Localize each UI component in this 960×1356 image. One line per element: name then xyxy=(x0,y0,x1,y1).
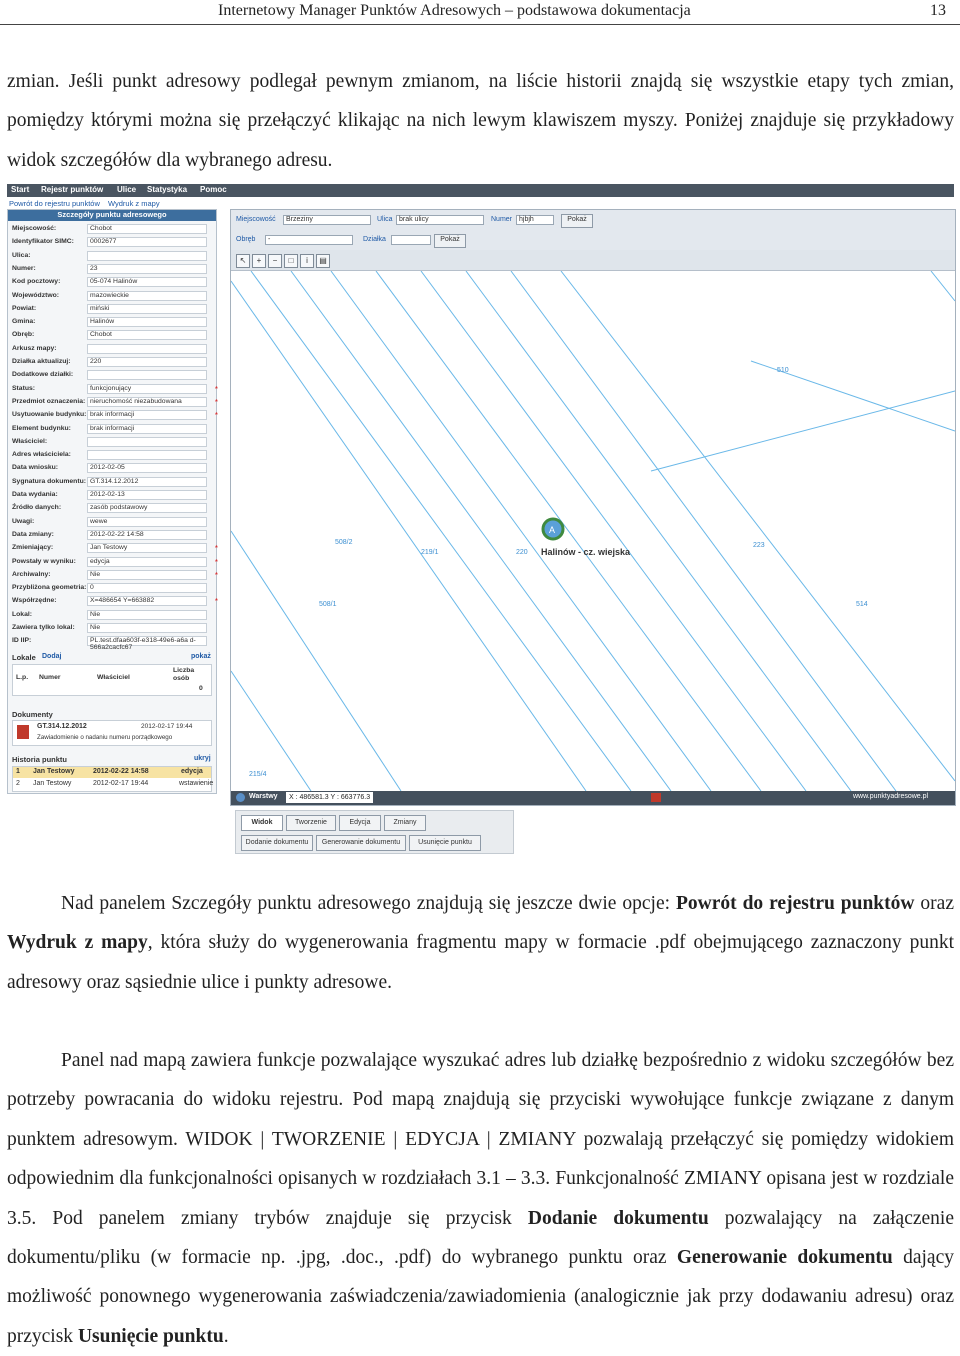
history-row-2[interactable]: 2 Jan Testowy 2012-02-17 19:44 wstawienie xyxy=(16,780,214,787)
field-label: Gmina: xyxy=(12,318,36,326)
field-row xyxy=(12,278,212,289)
breadcrumb xyxy=(9,199,160,208)
flag-icon xyxy=(651,793,661,802)
field-value[interactable]: 2012-02-22 14:58 xyxy=(87,530,207,540)
dzialka-label: Działka xyxy=(363,236,386,243)
field-label: Współrzędne: xyxy=(12,597,57,605)
nav-pomoc[interactable]: Pomoc xyxy=(200,185,227,194)
field-value[interactable]: 220 xyxy=(87,357,207,367)
field-label: Obręb: xyxy=(12,331,35,339)
required-marker: * xyxy=(214,570,218,580)
parcel-220: 220 xyxy=(516,549,528,556)
map-panel xyxy=(230,209,956,806)
col-numer: Numer xyxy=(39,674,61,681)
site-link[interactable]: www.punktyadresowe.pl xyxy=(853,793,929,800)
miejscowosc-select[interactable]: Brzeziny xyxy=(283,215,371,225)
field-row xyxy=(12,305,212,316)
print-map-link[interactable]: Wydruk z mapy xyxy=(107,199,160,208)
map-status-bar xyxy=(231,791,955,805)
field-row xyxy=(12,438,212,449)
pokaz-address-button[interactable]: Pokaż xyxy=(561,214,593,228)
field-label: Źródło danych: xyxy=(12,504,62,512)
field-value[interactable]: 2012-02-13 xyxy=(87,490,207,500)
lokale-table xyxy=(12,664,212,696)
nav-start[interactable]: Start xyxy=(11,185,30,194)
field-value[interactable]: 2012-02-05 xyxy=(87,463,207,473)
field-value[interactable]: Halinów xyxy=(87,317,207,327)
generate-document-button[interactable]: Generowanie dokumentu xyxy=(316,835,406,851)
field-row xyxy=(12,345,212,356)
nav-rejestr[interactable]: Rejestr punktów xyxy=(41,185,104,194)
top-nav xyxy=(7,184,954,197)
numer-label: Numer xyxy=(491,216,513,223)
documents-title: Dokumenty xyxy=(12,710,53,719)
nav-ulice[interactable]: Ulice xyxy=(117,185,137,194)
field-label: Arkusz mapy: xyxy=(12,344,57,352)
add-document-button[interactable]: Dodanie dokumentu xyxy=(241,835,313,851)
print-icon[interactable]: ▤ xyxy=(316,254,330,268)
col-wlasciciel: Właściciel xyxy=(97,674,130,681)
layers-button[interactable]: Warstwy xyxy=(249,793,278,800)
tab-widok[interactable]: Widok xyxy=(241,815,283,831)
field-row xyxy=(12,584,212,595)
field-row xyxy=(12,570,218,582)
col-liczba-osob: Liczba osób xyxy=(173,667,195,682)
back-to-register-link[interactable]: Powrót do rejestru punktów xyxy=(9,199,100,208)
field-label: Zawiera tylko lokal: xyxy=(12,624,75,631)
lokale-show-link[interactable]: pokaż xyxy=(191,653,211,660)
field-value[interactable]: brak informacji xyxy=(87,410,207,420)
details-panel xyxy=(7,209,217,794)
powrot-term: Powrót do rejestru punktów xyxy=(676,893,915,914)
field-label: Przybliżona geometria: xyxy=(12,584,87,592)
field-value[interactable]: brak informacji xyxy=(87,424,207,434)
intro-paragraph: zmian. Jeśli punkt adresowy podlegał pewnym zmianom, na liście historii znajdą się wszystkie etapy tych zmian, pomiędzy którymi można się przełączyć klikając na nich lewym klawiszem myszy. Poniżej znajduje się przykładowy widok szczegółów dla wybranego adresu. xyxy=(7,71,954,171)
history-hide-link[interactable]: ukryj xyxy=(194,755,211,762)
ulica-select[interactable]: brak ulicy xyxy=(396,215,484,225)
numer-input[interactable]: hjbjh xyxy=(516,215,554,225)
field-row xyxy=(12,611,212,622)
field-row xyxy=(12,491,212,502)
field-value[interactable]: 0002677 xyxy=(87,237,207,247)
field-label: Usytuowanie budynku: xyxy=(12,411,87,419)
field-label: Województwo: xyxy=(12,291,60,299)
map-toolbar xyxy=(231,250,955,271)
field-label: Kod pocztowy: xyxy=(12,278,61,286)
required-marker: * xyxy=(214,384,218,394)
field-value[interactable]: PL.test.dfaa603f-e318-49e6-a6a d-566a2cacfc67 xyxy=(87,636,207,646)
field-row xyxy=(12,478,212,489)
field-value[interactable]: Chobot xyxy=(87,330,207,340)
field-value[interactable] xyxy=(87,251,207,261)
tab-tworzenie[interactable]: Tworzenie xyxy=(286,815,336,831)
field-value[interactable]: Nie xyxy=(87,610,207,620)
usuniecie-term: Usunięcie punktu xyxy=(77,1325,224,1347)
miejscowosc-label: Miejscowość xyxy=(236,216,276,223)
field-row xyxy=(12,544,218,555)
dzialka-input[interactable] xyxy=(391,235,431,245)
field-row xyxy=(12,425,212,436)
field-value[interactable]: 05-074 Halinów xyxy=(87,277,207,287)
ulica-label: Ulica xyxy=(377,216,393,223)
field-value[interactable]: mazowieckie xyxy=(87,291,207,301)
required-marker: * xyxy=(214,397,218,407)
col-lp: L.p. xyxy=(16,674,29,681)
lokale-title: Lokale xyxy=(12,653,36,662)
field-label: Powiat: xyxy=(12,304,37,312)
delete-point-button[interactable]: Usunięcie punktu xyxy=(409,835,481,851)
field-row xyxy=(12,225,212,236)
required-marker: * xyxy=(214,597,218,607)
field-label: Zmieniający: xyxy=(12,544,54,552)
field-label: Ulica: xyxy=(12,251,31,259)
paragraph-panel: Panel nad mapą zawiera funkcje pozwalające wyszukać adres lub działkę bezpośrednio z widoku szczegółów bez potrzeby powracania do widoku rejestru. Pod mapą znajdują się przyciski wywołujące funkcje związane z danym punktem adresowym. WIDOK | TWORZENIE | EDYCJA | ZMIANY pozwalają przełączyć się pomiędzy widokiem odpowiednim dla funkcjonalności opisanych w rozdziałach 3.1 – 3.3. Funkcjonalność ZMIANY opisana jest w rozdziale 3.5. Pod panelem zmiany trybów znajduje się przycisk Dodanie dokumentu pozwalający na załączenie dokumentu/pliku (w formacie np. .jpg, .doc., .pdf) do wybranego punktu oraz Generowanie dokumentu dający możliwość ponownego wygenerowania zaświadczenia/zawiadomienia (analogicznie jak przy dodawaniu adresu) oraz przycisk Usunięcie punktu. xyxy=(7,1050,954,1347)
dodanie-term: Dodanie dokumentu xyxy=(527,1207,709,1229)
lokale-add-link[interactable]: Dodaj xyxy=(42,653,62,660)
field-label: Przedmiot oznaczenia: xyxy=(12,397,86,405)
map-canvas[interactable] xyxy=(231,271,955,791)
field-label: Dodatkowe działki: xyxy=(12,371,74,379)
document-item[interactable] xyxy=(12,720,212,746)
field-row xyxy=(12,451,212,462)
field-label: Data wydania: xyxy=(12,491,58,498)
field-row xyxy=(12,504,212,515)
svg-text:A: A xyxy=(549,525,556,535)
field-row xyxy=(12,371,212,382)
zoom-in-icon[interactable]: + xyxy=(252,254,266,268)
doc-date: 2012-02-17 19:44 xyxy=(141,723,193,730)
field-row xyxy=(12,397,218,409)
obreb-label: Obręb xyxy=(236,236,256,243)
field-value[interactable]: zasób podstawowy xyxy=(87,503,207,513)
field-label: Adres właściciela: xyxy=(12,451,71,459)
app-screenshot xyxy=(7,184,954,854)
parcel-508-2: 508/2 xyxy=(335,539,353,546)
generowanie-term: Generowanie dokumentu xyxy=(676,1247,893,1269)
field-label: Działka aktualizuj: xyxy=(12,358,71,365)
field-label: Data wniosku: xyxy=(12,464,59,472)
paragraph-options: Nad panelem Szczegóły punktu adresowego znajdują się jeszcze dwie opcje: Powrót do rejestru punktów oraz Wydruk z mapy, która służy do wygenerowania fragmentu mapy w formacie .pdf obejmującego zaznaczony punkt adresowy oraz sąsiednie ulice i punkty adresowe. xyxy=(7,893,954,993)
field-row xyxy=(12,411,218,422)
zoom-box-icon[interactable]: □ xyxy=(284,254,298,268)
lokale-count: 0 xyxy=(199,685,203,692)
field-label: Sygnatura dokumentu: xyxy=(12,477,87,485)
history-table xyxy=(12,766,212,792)
field-label: Właściciel: xyxy=(12,437,48,445)
field-value[interactable]: Chobot xyxy=(87,224,207,234)
history-title: Historia punktu xyxy=(12,755,68,764)
pointer-icon[interactable]: ↖ xyxy=(236,254,250,268)
field-label: Lokal: xyxy=(12,610,33,618)
doc-signature[interactable]: GT.314.12.2012 xyxy=(37,723,87,730)
obreb-select[interactable]: - xyxy=(265,235,353,245)
pokaz-parcel-button[interactable]: Pokaż xyxy=(434,234,466,248)
field-label: Status: xyxy=(12,384,36,392)
doc-desc: Zawiadomienie o nadaniu numeru porządkowego xyxy=(37,734,173,741)
tab-zmiany[interactable]: Zmiany xyxy=(384,815,426,831)
field-label: Miejscowość: xyxy=(12,225,57,232)
parcel-508-1: 508/1 xyxy=(319,601,337,608)
field-value[interactable]: 23 xyxy=(87,264,207,274)
field-row xyxy=(12,331,212,342)
info-icon[interactable]: i xyxy=(300,254,314,268)
field-label: Numer: xyxy=(12,264,36,272)
field-value[interactable]: wewe xyxy=(87,517,207,527)
field-value[interactable] xyxy=(87,344,207,354)
panel-title: Szczegóły punktu adresowego xyxy=(8,210,216,221)
field-value[interactable]: X=486654 Y=663882 xyxy=(87,596,207,606)
required-marker: * xyxy=(214,411,218,421)
field-row xyxy=(12,557,218,569)
header-title: Internetowy Manager Punktów Adresowych – podstawowa dokumentacja xyxy=(218,2,691,19)
parcel-lines xyxy=(231,271,955,791)
map-search-bar xyxy=(231,210,955,251)
field-row xyxy=(12,252,212,263)
parcel-219-1: 219/1 xyxy=(421,549,439,556)
field-row xyxy=(12,292,212,303)
field-value[interactable] xyxy=(87,437,207,447)
field-value[interactable]: GT.314.12.2012 xyxy=(87,477,207,487)
parcel-215-4: 215/4 xyxy=(249,771,267,778)
field-value[interactable]: Nie xyxy=(87,623,207,633)
mode-panel xyxy=(235,810,514,854)
field-row xyxy=(12,238,212,249)
field-label: Data zmiany: xyxy=(12,530,54,538)
field-value[interactable]: nieruchomość niezabudowana xyxy=(87,397,207,407)
page-number: 13 xyxy=(930,2,946,19)
field-label: Element budynku: xyxy=(12,424,71,432)
tab-edycja[interactable]: Edycja xyxy=(339,815,381,831)
history-row-1[interactable]: 1 Jan Testowy 2012-02-22 14:58 edycja xyxy=(13,767,211,778)
field-value[interactable]: funkcjonujący xyxy=(87,384,207,394)
nav-statystyka[interactable]: Statystyka xyxy=(147,185,188,194)
field-value[interactable] xyxy=(87,450,207,460)
field-value[interactable]: Nie xyxy=(87,570,207,580)
field-label: Archiwalny: xyxy=(12,570,51,578)
field-row xyxy=(12,624,212,635)
field-row xyxy=(12,265,212,276)
field-row xyxy=(12,518,212,529)
parcel-223: 223 xyxy=(753,542,765,549)
zoom-out-icon[interactable]: − xyxy=(268,254,282,268)
field-label: Identyfikator SIMC: xyxy=(12,238,74,246)
field-row xyxy=(12,358,212,369)
wydruk-term: Wydruk z mapy xyxy=(7,932,148,954)
field-row xyxy=(12,318,212,329)
field-value[interactable]: 0 xyxy=(87,583,207,593)
layers-icon[interactable] xyxy=(236,793,245,802)
required-marker: * xyxy=(214,544,218,554)
page-header xyxy=(0,0,960,25)
pdf-icon xyxy=(17,725,29,739)
field-row xyxy=(12,384,218,396)
field-row xyxy=(12,597,218,608)
field-row xyxy=(12,637,212,652)
field-value[interactable] xyxy=(87,370,207,380)
parcel-514: 514 xyxy=(856,601,868,608)
field-row xyxy=(12,531,212,542)
required-marker: * xyxy=(214,557,218,567)
parcel-510: 510 xyxy=(777,367,789,374)
field-label: Powstały w wyniku: xyxy=(12,557,76,565)
field-row xyxy=(12,464,212,475)
field-value[interactable]: miński xyxy=(87,304,207,314)
coords-readout: X : 486581.3 Y : 663776.3 xyxy=(286,792,373,803)
field-label: Uwagi: xyxy=(12,517,35,525)
field-value[interactable]: Jan Testowy xyxy=(87,543,207,553)
address-point-label[interactable]: Halinów - cz. wiejska xyxy=(541,547,631,557)
field-value[interactable]: edycja xyxy=(87,557,207,567)
field-label: ID IIP: xyxy=(12,637,32,645)
